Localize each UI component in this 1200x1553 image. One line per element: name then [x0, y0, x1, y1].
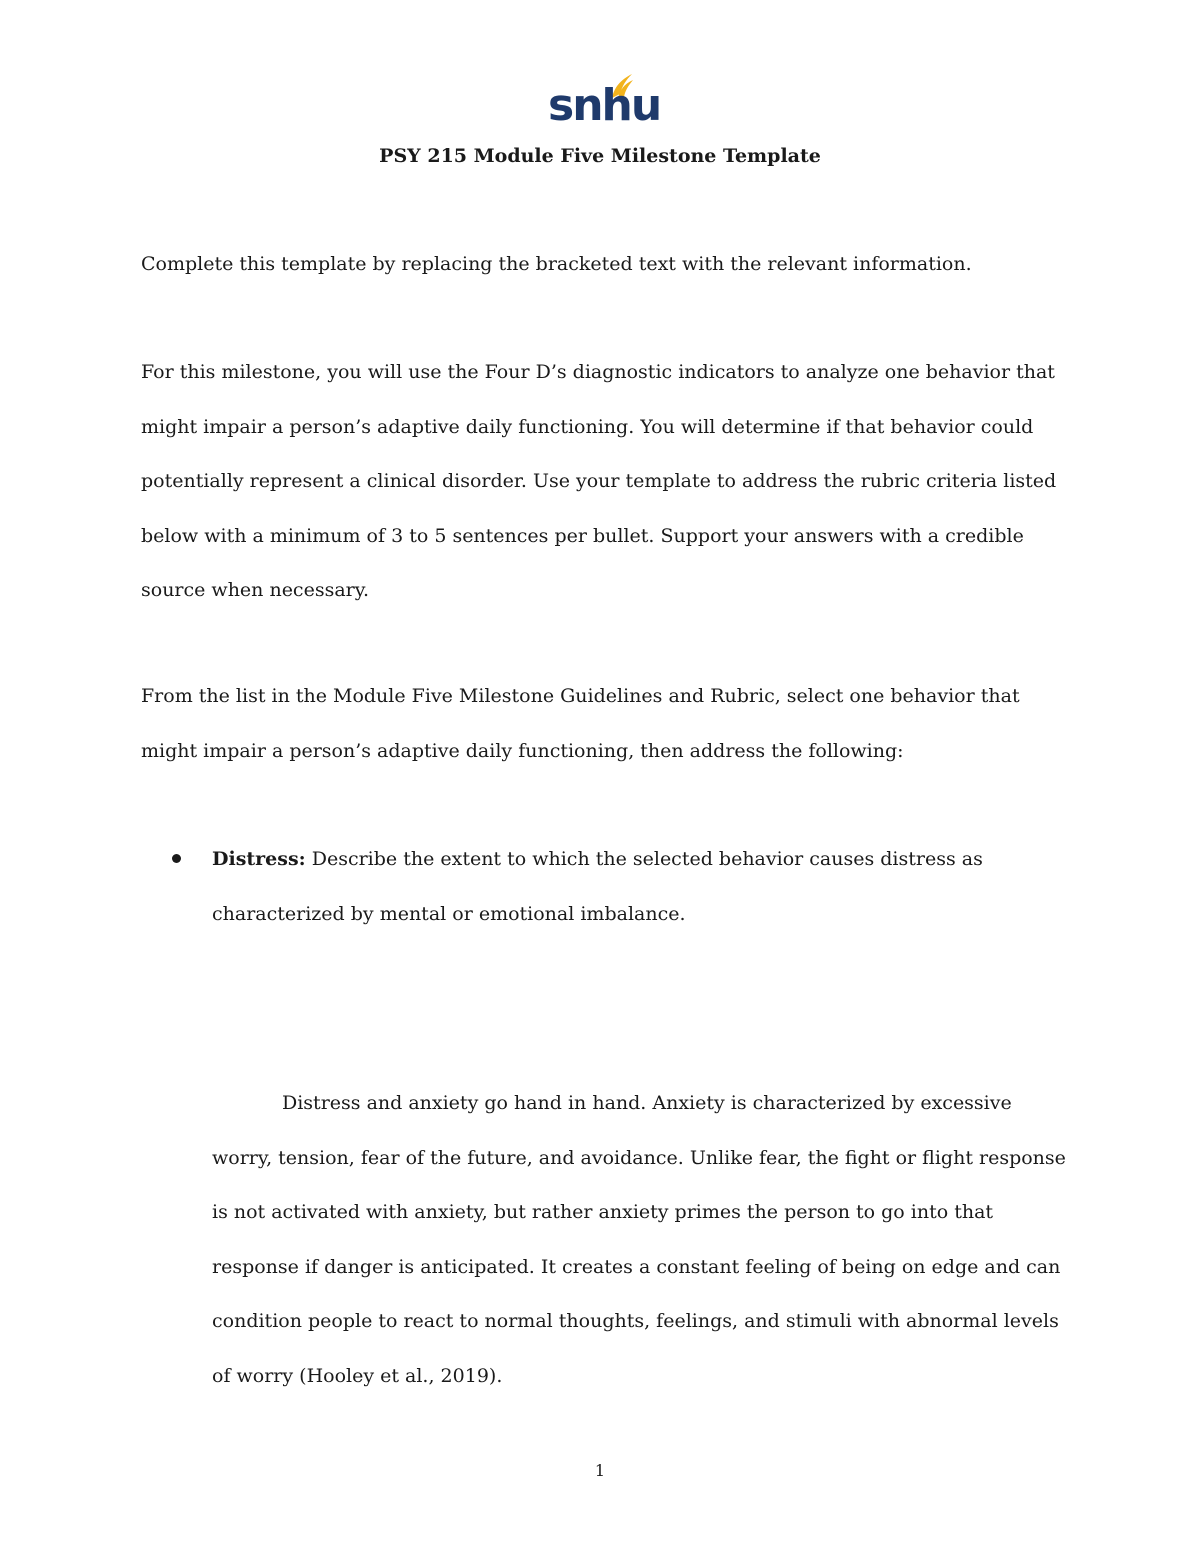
milestone-description-paragraph: For this milestone, you will use the Four D’s diagnostic indicators to analyze one behavior that might impair a person’s adaptive daily functioning. You will determine if that behavior could potentially represent a clinical disorder. Use your template to address the rubric criteria listed below with a minimum of 3 to 5 sentences per bullet. Support your answers with a credible source when necessary. — [141, 361, 1057, 601]
bullet-dot-icon — [172, 854, 181, 863]
instructions-paragraph: Complete this template by replacing the bracketed text with the relevant information. — [141, 253, 972, 275]
bullet-text — [212, 832, 1072, 941]
logo-wordmark: snhu — [548, 80, 661, 131]
page-title: PSY 215 Module Five Milestone Template — [379, 145, 821, 167]
page-number: 1 — [594, 1461, 606, 1480]
bullet-description: Describe the extent to which the selected behavior causes distress as characterized by mental or emotional imbalance. — [212, 848, 983, 925]
selection-prompt-paragraph: From the list in the Module Five Milestone Guidelines and Rubric, select one behavior that might impair a person’s adaptive daily functioning, then address the following: — [141, 685, 1020, 762]
snhu-logo — [548, 72, 661, 134]
answer-paragraph: Distress and anxiety go hand in hand. Anxiety is characterized by excessive worry, tension, fear of the future, and avoidance. Unlike fear, the fight or flight response is not activated with anxiety, but rather anxiety primes the person to go into that response if danger is anticipated. It creates a constant feeling of being on edge and can condition people to react to normal thoughts, feelings, and stimuli with abnormal levels of worry (Hooley et al., 2019). — [212, 1092, 1066, 1387]
bullet-heading: Distress: — [212, 848, 306, 870]
